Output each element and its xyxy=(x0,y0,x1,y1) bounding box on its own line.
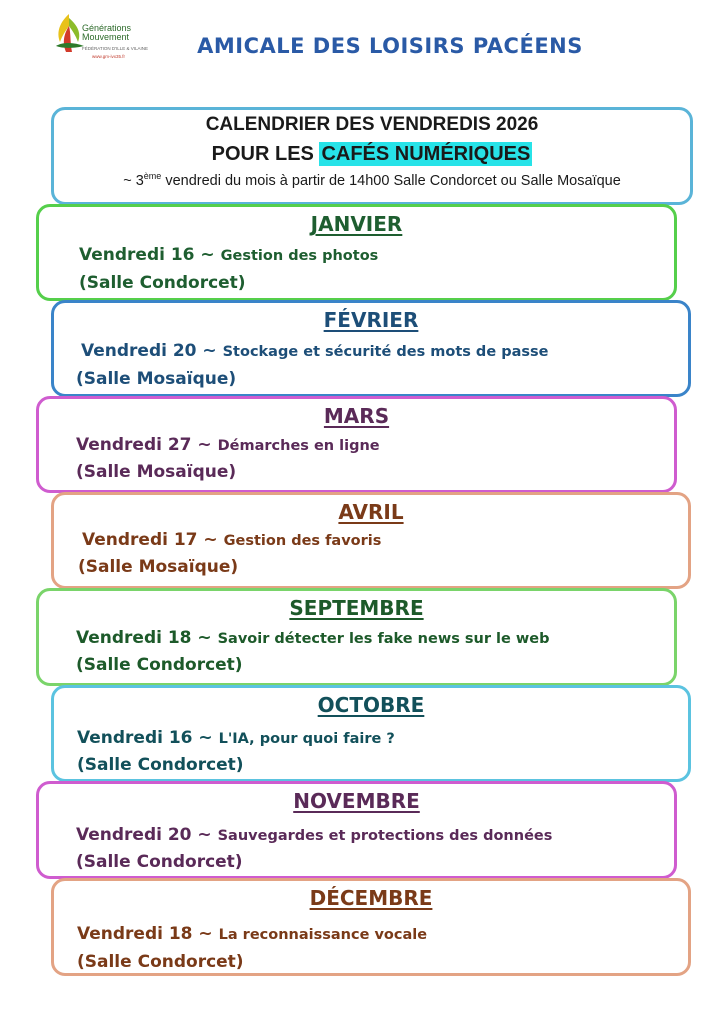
event-day: Vendredi 16 xyxy=(77,728,193,748)
event-topic: L'IA, pour quoi faire ? xyxy=(218,731,395,747)
event-line: Vendredi 18 ~ Savoir détecter les fake news sur le web xyxy=(76,628,550,648)
calendar-header-box xyxy=(51,107,693,205)
event-line: Vendredi 18 ~ La reconnaissance vocale xyxy=(77,924,428,944)
event-line: Vendredi 20 ~ Stockage et sécurité des mots de passe xyxy=(81,341,549,361)
event-line: Vendredi 17 ~ Gestion des favoris xyxy=(82,530,382,550)
event-day: Vendredi 20 xyxy=(76,825,192,845)
event-topic: Savoir détecter les fake news sur le web xyxy=(217,631,550,647)
month-title: FÉVRIER xyxy=(323,308,419,332)
event-topic: Gestion des favoris xyxy=(223,533,382,549)
month-title: AVRIL xyxy=(338,500,404,524)
event-room: (Salle Condorcet) xyxy=(79,273,246,293)
logo-text-3: FÉDÉRATION D'ILLE & VILAINE xyxy=(82,46,149,51)
event-day: Vendredi 27 xyxy=(76,435,192,455)
month-title: NOVEMBRE xyxy=(293,789,420,813)
note-prefix: ~ 3 xyxy=(123,172,144,189)
logo-text-1: Générations xyxy=(82,23,132,33)
event-room: (Salle Condorcet) xyxy=(76,655,243,675)
event-line: Vendredi 16 ~ L'IA, pour quoi faire ? xyxy=(77,728,395,748)
calendar-subtitle xyxy=(54,143,690,166)
event-box-novembre xyxy=(36,781,677,879)
event-room: (Salle Mosaïque) xyxy=(76,462,237,482)
event-line: Vendredi 20 ~ Sauvegardes et protections des données xyxy=(76,825,553,845)
month-title: DÉCEMBRE xyxy=(309,886,433,910)
month-title: OCTOBRE xyxy=(317,693,425,717)
month-title: JANVIER xyxy=(310,212,403,236)
event-topic: Stockage et sécurité des mots de passe xyxy=(222,344,549,360)
event-topic: Gestion des photos xyxy=(220,248,379,264)
note-text: vendredi du mois à partir de 14h00 Salle Condorcet ou Salle Mosaïque xyxy=(161,172,621,189)
logo-text-4: www.gm-ivx35.fr xyxy=(92,54,126,59)
event-room: (Salle Condorcet) xyxy=(76,852,243,872)
event-topic: Démarches en ligne xyxy=(217,438,380,454)
event-room: (Salle Mosaïque) xyxy=(76,369,237,389)
event-day: Vendredi 17 xyxy=(82,530,198,550)
event-box-mars xyxy=(36,396,677,493)
event-box-septembre xyxy=(36,588,677,686)
month-title: MARS xyxy=(323,404,390,428)
event-box-fevrier xyxy=(51,300,691,397)
schedule-note xyxy=(54,171,690,189)
event-box-octobre xyxy=(51,685,691,782)
event-day: Vendredi 20 xyxy=(81,341,197,361)
logo-text-2: Mouvement xyxy=(82,32,130,42)
event-box-decembre xyxy=(51,878,691,976)
event-line: Vendredi 16 ~ Gestion des photos xyxy=(79,245,379,265)
event-day: Vendredi 16 xyxy=(79,245,195,265)
event-room: (Salle Condorcet) xyxy=(77,952,244,972)
note-superscript: ème xyxy=(143,171,162,181)
subtitle-highlight: CAFÉS NUMÉRIQUES xyxy=(321,143,531,165)
event-line: Vendredi 27 ~ Démarches en ligne xyxy=(76,435,380,455)
month-title: SEPTEMBRE xyxy=(289,596,424,620)
event-box-avril xyxy=(51,492,691,589)
event-day: Vendredi 18 xyxy=(77,924,193,944)
event-topic: Sauvegardes et protections des données xyxy=(217,828,553,844)
event-day: Vendredi 18 xyxy=(76,628,192,648)
organization-title: AMICALE DES LOISIRS PACÉENS xyxy=(197,34,583,58)
event-topic: La reconnaissance vocale xyxy=(218,927,428,943)
event-room: (Salle Condorcet) xyxy=(77,755,244,775)
subtitle-prefix: POUR LES xyxy=(211,143,320,165)
calendar-title: CALENDRIER DES VENDREDIS 2026 xyxy=(205,114,539,135)
event-room: (Salle Mosaïque) xyxy=(78,557,239,577)
event-box-janvier xyxy=(36,204,677,301)
